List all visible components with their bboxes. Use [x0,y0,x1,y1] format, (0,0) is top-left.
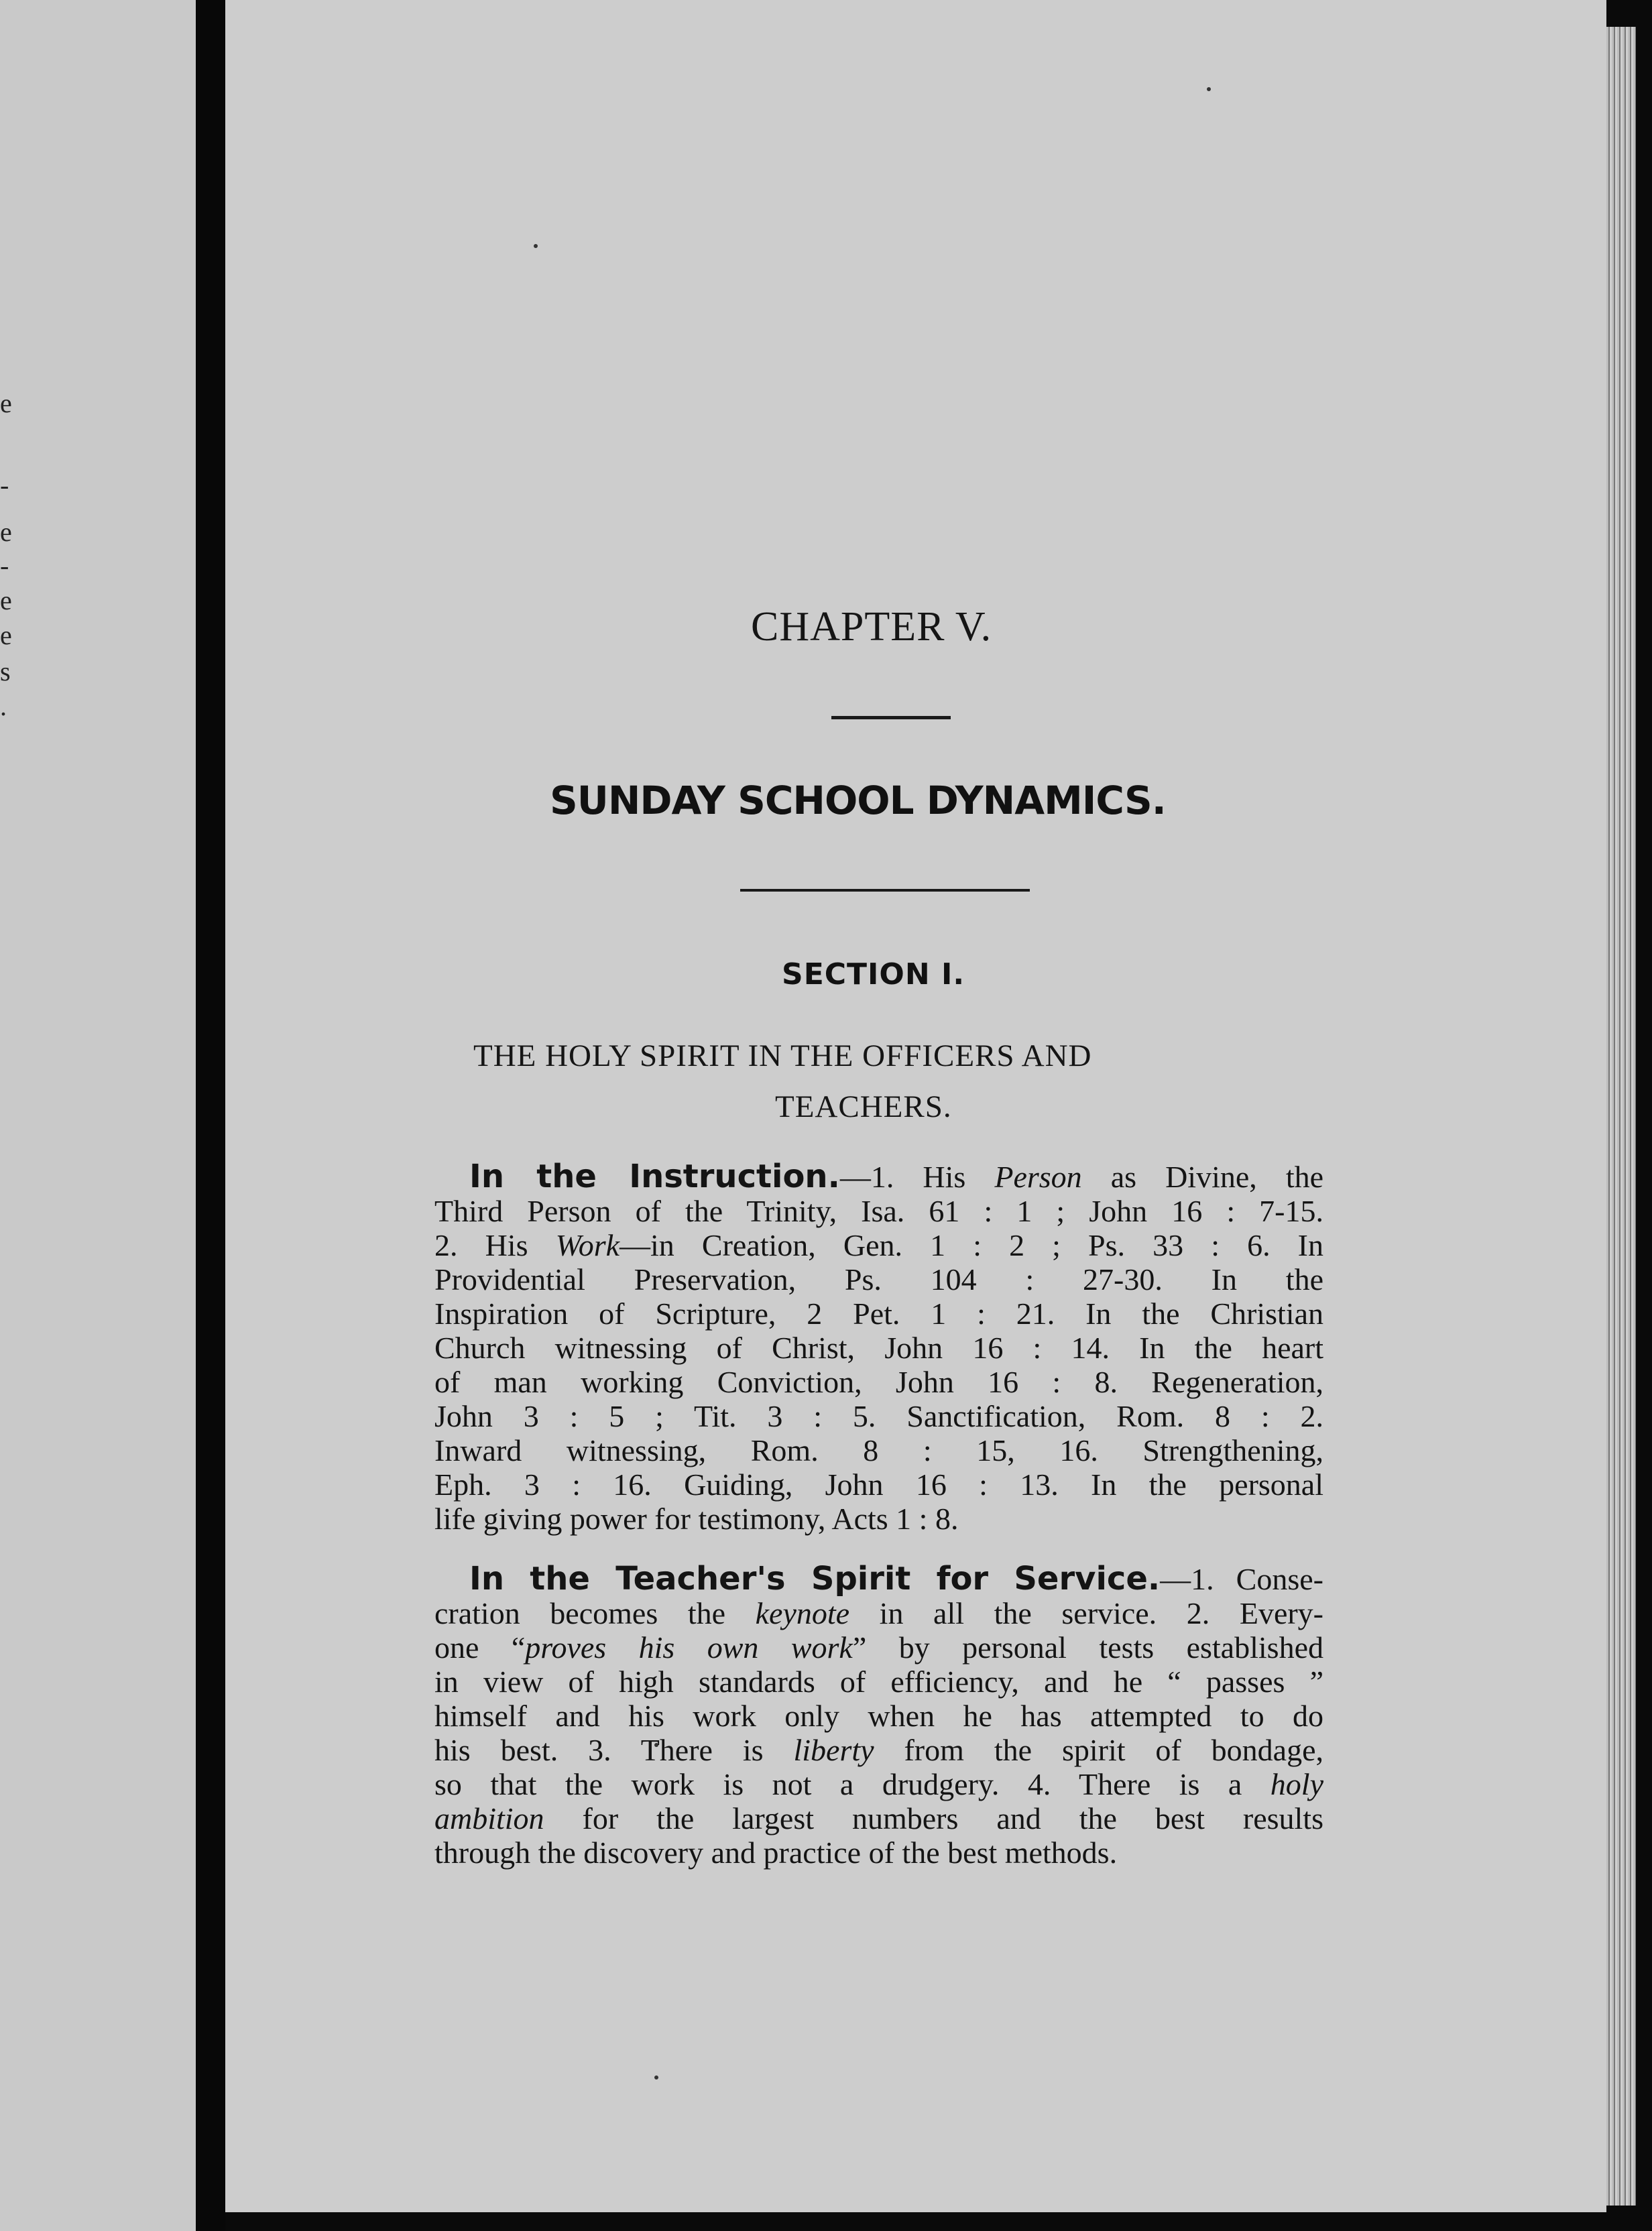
text-run: —in Creation, Gen. 1 : 2 ; Ps. 33 : 6. In [620,1228,1323,1262]
text-run: through the discovery and practice of the best methods. [434,1835,1118,1870]
text-run: from the spirit of bondage, [874,1733,1323,1767]
text-run: of man working Conviction, John 16 : 8. Regeneration, [434,1365,1323,1399]
text-run: —1. His [839,1160,995,1194]
text-line [434,1596,1323,1630]
margin-letter: - [0,470,9,500]
text-run: life giving power for testimony, Acts 1 : 8. [434,1502,959,1536]
text-run: for the largest numbers and the best results [544,1801,1323,1835]
text-run: Third Person of the Trinity, Isa. 61 : 1 ; John 16 : 7-15. [434,1194,1323,1228]
text-run: cration becomes the [434,1596,756,1630]
page-edges [1606,27,1636,2206]
section-subtitle-line-2: TEACHERS. [775,1089,952,1124]
text-line [434,1502,1323,1536]
text-line [434,1194,1323,1228]
text-line [434,1467,1323,1502]
text-line [434,1665,1323,1699]
chapter-heading: CHAPTER V. [751,604,992,650]
text-line [434,1733,1323,1767]
paragraph-lead: In the Teacher's Spirit for Service. [469,1560,1161,1597]
text-run: himself and his work only when he has attempted to do [434,1699,1323,1733]
italic-phrase: proves his own work [525,1630,853,1665]
text-line [434,1801,1323,1835]
divider-rule [740,889,1030,892]
text-run: John 3 : 5 ; Tit. 3 : 5. Sanctification, Rom. 8 : 2. [434,1399,1323,1433]
margin-letter: . [0,691,7,721]
italic-phrase: keynote [755,1596,850,1630]
text-run: one “ [434,1630,526,1665]
text-line [434,1630,1323,1665]
text-run: Church witnessing of Christ, John 16 : 14. In the heart [434,1331,1323,1365]
text-run: as Divine, the [1081,1160,1324,1194]
italic-phrase: liberty [793,1733,874,1767]
text-line [434,1767,1323,1801]
paragraph-lead: In the Instruction. [469,1158,840,1195]
margin-letter: s [0,656,11,686]
text-line [434,1699,1323,1733]
text-line [434,1297,1323,1331]
section-heading: SECTION I. [782,957,965,991]
text-line [434,1160,1323,1194]
divider-rule [831,716,951,719]
text-run: 2. His [434,1228,556,1262]
section-subtitle-line-1: THE HOLY SPIRIT IN THE OFFICERS AND [473,1038,1092,1073]
italic-phrase: Work [555,1228,620,1262]
margin-letter: e [0,620,12,650]
italic-phrase: Person [994,1160,1082,1194]
text-line [434,1262,1323,1297]
text-run: so that the work is not a drudgery. 4. There is a [434,1767,1271,1801]
text-line [434,1331,1323,1365]
text-line [434,1228,1323,1262]
text-line [434,1399,1323,1433]
paragraph-teacher-spirit [434,1562,1323,1870]
margin-letter: e [0,388,12,418]
text-run: his best. 3. There is [434,1733,794,1767]
left-page [0,0,196,2231]
text-run: Providential Preservation, Ps. 104 : 27-30. In the [434,1262,1323,1297]
italic-phrase: ambition [434,1801,544,1835]
text-run: Eph. 3 : 16. Guiding, John 16 : 13. In the personal [434,1467,1323,1502]
text-line [434,1835,1323,1870]
text-line [434,1433,1323,1467]
margin-letter: e [0,517,12,547]
margin-letter: - [0,550,9,581]
text-run: Inspiration of Scripture, 2 Pet. 1 : 21. In the Christian [434,1297,1323,1331]
paragraph-instruction [434,1160,1323,1536]
book-gutter [196,0,225,2231]
italic-phrase: holy [1270,1767,1323,1801]
text-run: ” by personal tests established [852,1630,1323,1665]
margin-letter: e [0,585,12,615]
text-run: —1. Conse- [1160,1562,1323,1596]
text-run: in all the service. 2. Every- [849,1596,1323,1630]
text-line [434,1562,1323,1596]
text-run: Inward witnessing, Rom. 8 : 15, 16. Strengthening, [434,1433,1323,1467]
text-run: in view of high standards of efficiency, and he “ passes ” [434,1665,1323,1699]
text-line [434,1365,1323,1399]
chapter-title: SUNDAY SCHOOL DYNAMICS. [550,778,1166,823]
